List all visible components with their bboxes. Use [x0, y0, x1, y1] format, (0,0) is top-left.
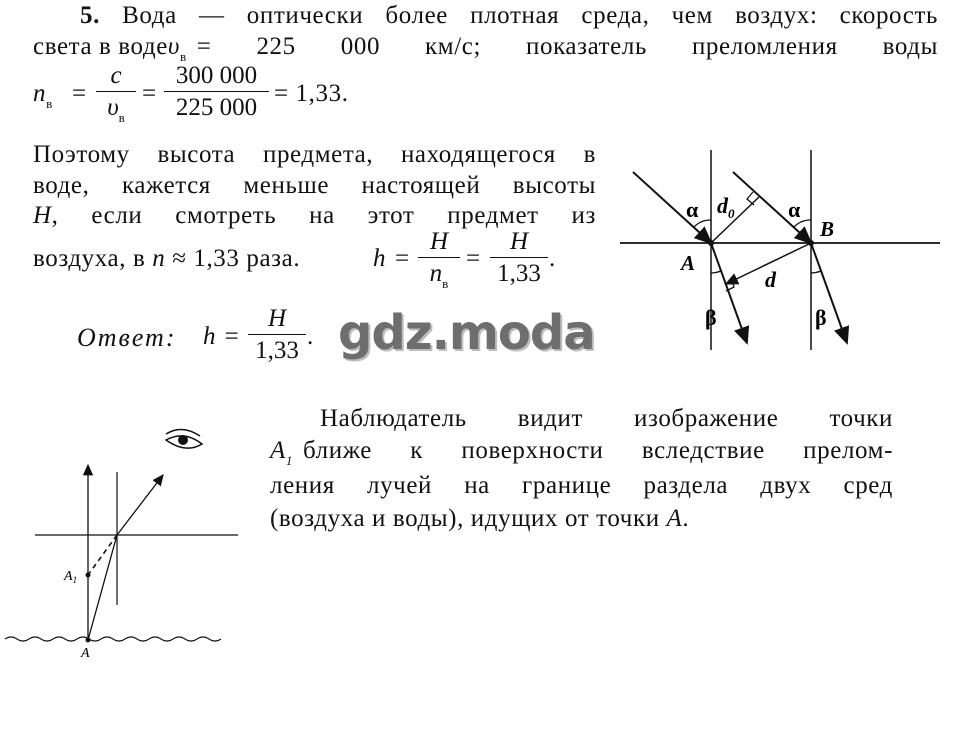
- observer-line-4: (воздуха и воды), идущих от точки A.: [270, 505, 690, 532]
- label-d0: $d_0$: [717, 193, 735, 221]
- label-a: A: [81, 646, 90, 661]
- fraction-numbers: [164, 62, 269, 122]
- fraction-225000: 225 000: [175, 94, 258, 121]
- paragraph-line-4: воздуха, в n ≈ 1,33 раза.: [33, 245, 301, 272]
- observer-line-3: ления лучей на границе раздела двух сред: [270, 472, 893, 499]
- watermark: gdz.moda: [338, 305, 595, 361]
- point-b-dot: [808, 240, 814, 246]
- problem-number: 5.: [80, 2, 100, 29]
- problem-line-1: [80, 2, 938, 30]
- label-point-a: A: [681, 251, 696, 275]
- observer-line-1: Наблюдатель видит изображение точки: [320, 405, 893, 432]
- angle-arc-beta-a: [711, 271, 721, 273]
- refraction-diagram: [615, 145, 945, 360]
- problem-line-1-text: Вода — оптически более плотная среда, чем воздух: скорость: [122, 2, 938, 29]
- result-value: = 1,33.: [274, 80, 349, 107]
- label-point-b: B: [820, 217, 835, 241]
- answer-fraction: H 1,33: [248, 305, 306, 365]
- observer-line-2: [270, 437, 893, 469]
- fraction-c-over-v: [96, 62, 136, 126]
- fraction-c: c: [110, 62, 122, 89]
- label-beta-a: β: [705, 305, 717, 330]
- var-H: H: [33, 202, 52, 229]
- point-a1-dot: [86, 573, 91, 578]
- fraction-300000: 300 000: [175, 62, 258, 89]
- paragraph-line-2: воде, кажется меньше настоящей высоты: [33, 172, 596, 199]
- period-1: .: [549, 245, 556, 272]
- paragraph-line-1: Поэтому высота предмета, находящегося в: [33, 141, 596, 168]
- point-a-dot: [708, 240, 714, 246]
- eq-sign-4: =: [466, 245, 481, 272]
- dashed-extension: [88, 535, 117, 575]
- velocity-symbol: $\upsilon_в$: [167, 33, 187, 64]
- answer-label: Ответ:: [77, 323, 177, 352]
- ray-a-to-surface: [88, 535, 117, 640]
- observer-line-2-text: ближе к поверхности вследствие прелом-: [302, 437, 893, 464]
- refraction-index-symbol: $n_в$: [33, 80, 53, 111]
- fraction-H-over-133: H 1,33: [490, 228, 548, 288]
- label-beta-b: β: [815, 305, 827, 330]
- label-alpha-a: α: [686, 197, 699, 222]
- answer-expr: h =: [203, 323, 241, 350]
- eq-sign-2: =: [142, 80, 157, 107]
- observer-diagram: [0, 420, 240, 680]
- eye-icon: [166, 429, 202, 448]
- eq-sign-3: =: [395, 245, 410, 272]
- eq-sign-1: =: [72, 80, 87, 107]
- paragraph-line-3-text: , если смотреть на этот предмет из: [51, 202, 596, 229]
- fraction-v: $\upsilon_в$: [107, 94, 125, 125]
- problem-line-2-start: света в воде: [33, 33, 168, 60]
- var-A1: $A_1$: [270, 437, 293, 468]
- incident-ray-a: [633, 172, 711, 243]
- problem-line-2: [33, 33, 938, 65]
- label-alpha-b: α: [788, 197, 801, 222]
- angle-arc-beta-b: [811, 271, 821, 273]
- var-h: h: [373, 245, 387, 272]
- label-a1: $A_1$: [64, 569, 78, 585]
- water-wave-line: [5, 637, 221, 641]
- answer-period: .: [307, 323, 314, 350]
- problem-line-2-end: = 225 000 км/с; показатель преломления воды: [196, 33, 938, 60]
- paragraph-line-3: [33, 202, 596, 230]
- fraction-H-over-n: H $n_в$: [418, 228, 460, 292]
- label-d: d: [765, 267, 776, 292]
- ray-to-eye: [117, 475, 163, 535]
